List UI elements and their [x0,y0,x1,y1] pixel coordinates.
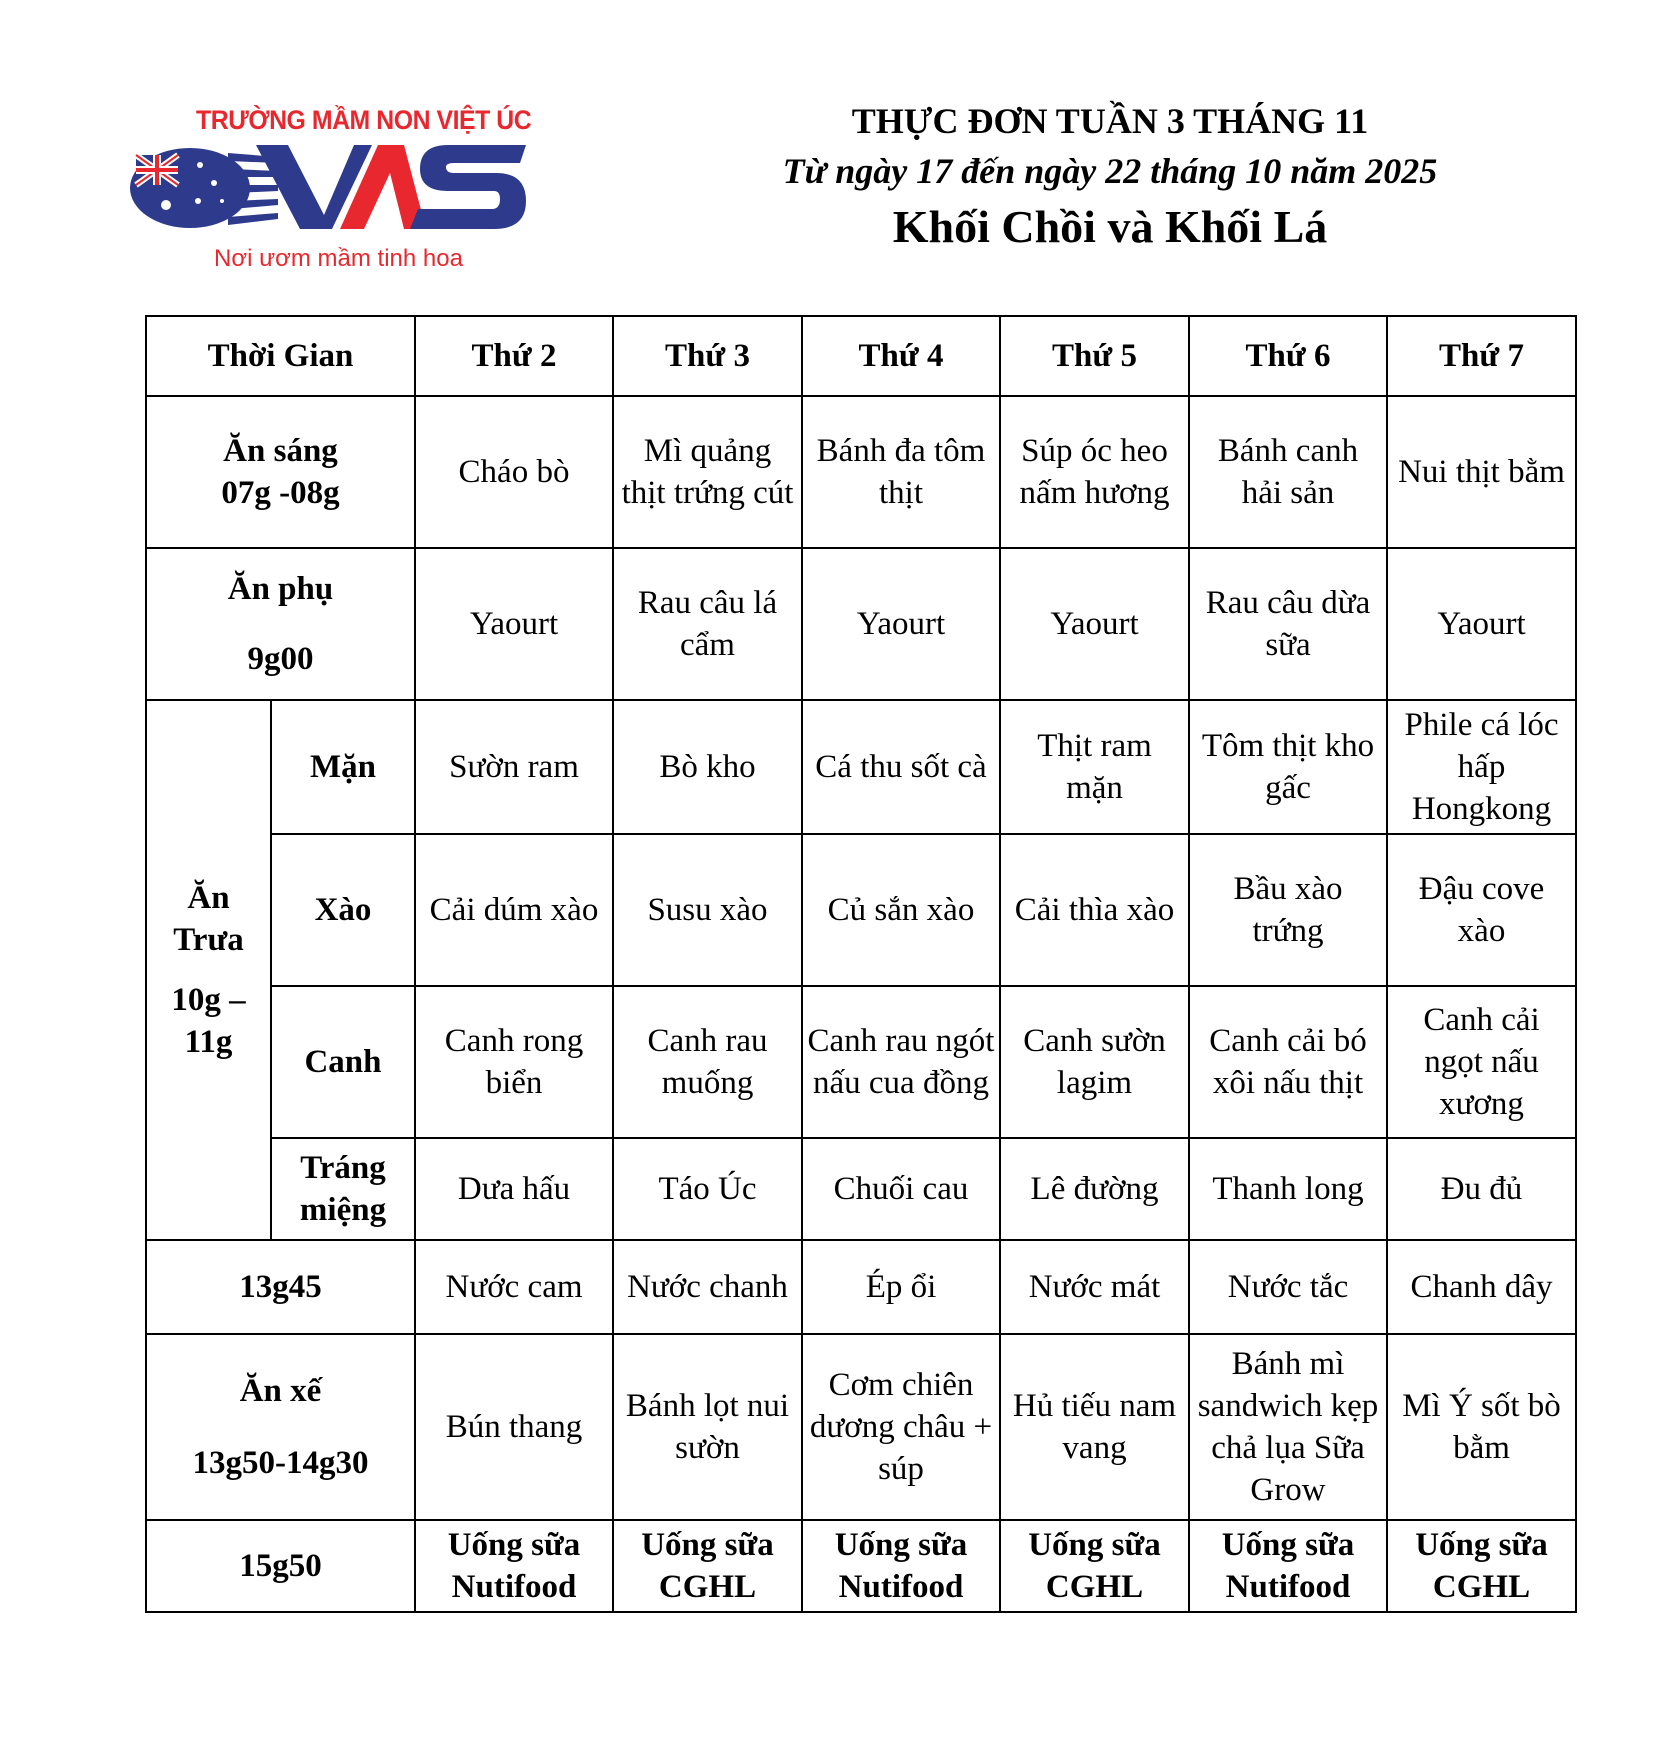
meal-time: 13g50-14g30 [192,1445,369,1481]
lunch-subcategory: Mặn [271,700,415,834]
menu-title: THỰC ĐƠN TUẦN 3 THÁNG 11 [851,101,1369,141]
menu-cell: Dưa hấu [415,1138,613,1240]
menu-cell: Nui thịt bằm [1387,396,1576,548]
menu-cell: Đậu cove xào [1387,834,1576,986]
menu-cell: Cải thìa xào [1000,834,1189,986]
lunch-label [146,700,271,1240]
menu-cell: Bánh đa tôm thịt [802,396,1000,548]
menu-cell: Canh cải bó xôi nấu thịt [1189,986,1387,1138]
day-header: Thứ 5 [1000,316,1189,396]
menu-cell: Bánh canh hải sản [1189,396,1387,548]
time-column-header: Thời Gian [146,316,415,396]
menu-cell: Uống sữa Nutifood [802,1520,1000,1612]
menu-cell: Thịt ram mặn [1000,700,1189,834]
menu-cell: Cá thu sốt cà [802,700,1000,834]
menu-cell: Táo Úc [613,1138,802,1240]
menu-cell: Bầu xào trứng [1189,834,1387,986]
day-header: Thứ 7 [1387,316,1576,396]
menu-cell: Sườn ram [415,700,613,834]
menu-cell: Uống sữa Nutifood [415,1520,613,1612]
menu-cell: Nước tắc [1189,1240,1387,1334]
meal-time: 07g -08g [221,475,340,511]
school-logo [128,105,532,280]
menu-cell: Tôm thịt kho gấc [1189,700,1387,834]
menu-cell: Mì Ý sốt bò bằm [1387,1334,1576,1520]
menu-cell: Súp óc heo nấm hương [1000,396,1189,548]
lunch-stirfry-row [146,834,1576,986]
menu-cell: Uống sữa CGHL [1000,1520,1189,1612]
meal-time: 9g00 [247,641,314,677]
weekly-menu-table [145,315,1577,1613]
menu-cell: Susu xào [613,834,802,986]
menu-cell: Bún thang [415,1334,613,1520]
menu-cell: Uống sữa CGHL [1387,1520,1576,1612]
date-range: Từ ngày 17 đến ngày 22 tháng 10 năm 2025 [782,151,1438,191]
afternoon-label [146,1334,415,1520]
milk-time-label: 15g50 [146,1520,415,1612]
school-slogan: Nơi ươm mầm tinh hoa [214,245,463,272]
menu-cell: Yaourt [1000,548,1189,700]
drink-row [146,1240,1576,1334]
menu-cell: Hủ tiếu nam vang [1000,1334,1189,1520]
lunch-subcategory: Canh [271,986,415,1138]
lunch-dessert-row [146,1138,1576,1240]
menu-cell: Canh cải ngọt nấu xương [1387,986,1576,1138]
day-header: Thứ 4 [802,316,1000,396]
document-header [700,96,1520,258]
menu-cell: Nước cam [415,1240,613,1334]
menu-cell: Uống sữa Nutifood [1189,1520,1387,1612]
menu-cell: Cải dúm xào [415,834,613,986]
menu-cell: Yaourt [1387,548,1576,700]
menu-cell: Bánh lọt nui sườn [613,1334,802,1520]
menu-cell: Cháo bò [415,396,613,548]
menu-cell: Bánh mì sandwich kẹp chả lụa Sữa Grow [1189,1334,1387,1520]
meal-name: Ăn xế [239,1373,322,1409]
breakfast-label [146,396,415,548]
lunch-subcategory: Xào [271,834,415,986]
grade-group: Khối Chồi và Khối Lá [892,201,1328,252]
meal-name: Ăn Trưa [173,880,244,958]
milk-row [146,1520,1576,1612]
menu-cell: Yaourt [415,548,613,700]
menu-cell: Yaourt [802,548,1000,700]
drink-time-label: 13g45 [146,1240,415,1334]
menu-cell: Phile cá lóc hấp Hongkong [1387,700,1576,834]
afternoon-snack-row [146,1334,1576,1520]
menu-cell: Canh rau muống [613,986,802,1138]
lunch-main-row [146,700,1576,834]
menu-cell: Nước mát [1000,1240,1189,1334]
lunch-soup-row [146,986,1576,1138]
meal-name: Ăn sáng [223,433,338,469]
breakfast-row [146,396,1576,548]
day-header: Thứ 3 [613,316,802,396]
menu-cell: Chanh dây [1387,1240,1576,1334]
menu-cell: Ép ổi [802,1240,1000,1334]
lunch-subcategory: Tráng miệng [271,1138,415,1240]
menu-cell: Rau câu lá cẩm [613,548,802,700]
menu-cell: Uống sữa CGHL [613,1520,802,1612]
menu-cell: Canh rau ngót nấu cua đồng [802,986,1000,1138]
menu-cell: Mì quảng thịt trứng cút [613,396,802,548]
menu-cell: Củ sắn xào [802,834,1000,986]
school-name: TRƯỜNG MẦM NON VIỆT ÚC [196,105,532,135]
menu-cell: Đu đủ [1387,1138,1576,1240]
vas-logo-graphic [128,143,528,243]
day-header: Thứ 2 [415,316,613,396]
menu-cell: Rau câu dừa sữa [1189,548,1387,700]
meal-name: Ăn phụ [227,571,334,607]
menu-cell: Canh sườn lagim [1000,986,1189,1138]
menu-cell: Bò kho [613,700,802,834]
menu-cell: Lê đường [1000,1138,1189,1240]
meal-time: 10g – 11g [171,982,246,1060]
menu-cell: Chuối cau [802,1138,1000,1240]
day-header: Thứ 6 [1189,316,1387,396]
menu-cell: Canh rong biển [415,986,613,1138]
header-row [146,316,1576,396]
snack-row [146,548,1576,700]
menu-cell: Thanh long [1189,1138,1387,1240]
menu-cell: Cơm chiên dương châu + súp [802,1334,1000,1520]
menu-cell: Nước chanh [613,1240,802,1334]
snack-label [146,548,415,700]
